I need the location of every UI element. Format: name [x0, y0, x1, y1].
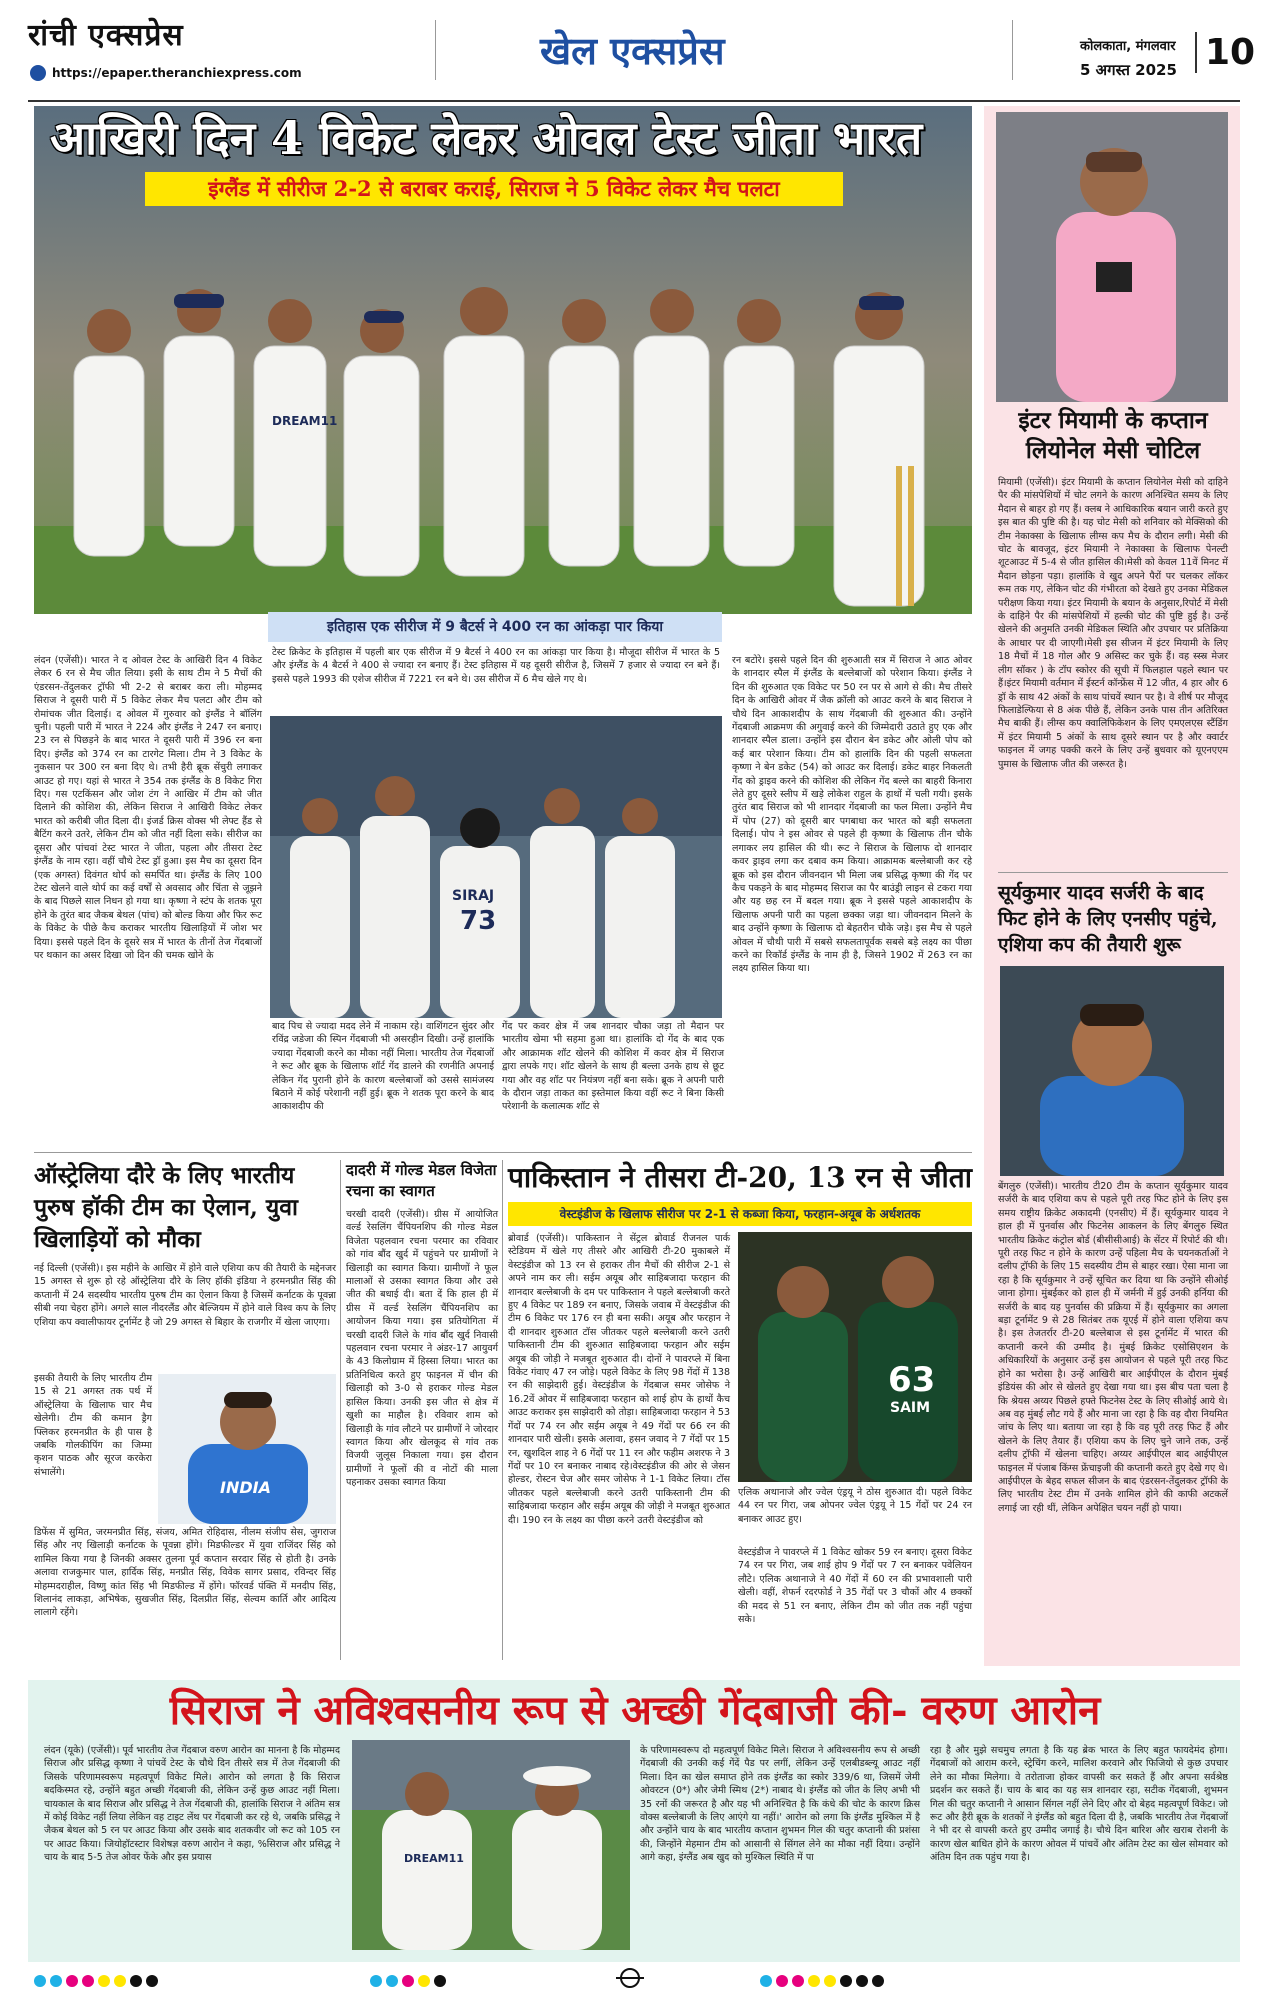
registration-mark-icon-cross — [616, 1977, 644, 1979]
vertical-divider-2 — [502, 1160, 503, 1660]
footer-color-dots-mid — [370, 1972, 450, 1991]
hockey-jersey-text: INDIA — [220, 1478, 271, 1497]
dadri-headline: दादरी में गोल्ड मेडल विजेता रचना का स्वागत — [346, 1161, 497, 1200]
pakistan-subheadline: वेस्टइंडीज के खिलाफ सीरीज पर 2-1 से कब्जा किया, फरहान-अयूब के अर्धशतक — [508, 1202, 972, 1226]
lead-body-col3: गेंद पर कवर क्षेत्र में जब शानदार चौका जड़ा तो मैदान पर भारतीय खेमा भी सहमा हुआ था। हालांकि दो गेंद के बाद एक और आक्रामक शॉट खेलने की कोशिश में कवर क्षेत्र में सिराज द्वारा लपके गए। शॉट खेलने के साथ ही बल्ला उनके हाथ से छूट गया और वह शॉट पर नियंत्रण नहीं बना सके। ब्रूक ने अपनी पारी के दौरान जड़ा ताकत का इस्तेमाल किया वहीं रूट ने बिना किसी परेशानी के कलात्मक शॉट से — [502, 1021, 724, 1113]
dadri-body: चरखी दादरी (एजेंसी)। ग्रीस में आयोजित वर्ल्ड रेसलिंग चैंपियनशिप की गोल्ड मेडल विजेता पहलवान रचना परमार का रविवार को गांव बौंद खुर्द में पहुंचने पर ग्रामीणों ने खिलाड़ी का स्वागत किया। ग्रामीणों ने फूल मालाओं से उसका स्वागत किया और उसे जीत की बधाई दी। बता दें कि हाल ही में ग्रीस में वर्ल्ड रेसलिंग चैंपियनशिप का आयोजन किया गया। इस प्रतियोगिता में चरखी दादरी जिले के गांव बौंद खुर्द निवासी पहलवान रचना परमार ने अंडर-17 आयुवर्ग के 43 किलोग्राम में हिस्सा लिया। भारत का प्रतिनिधित्व करते हुए फाइनल में चीन की खिलाड़ी को 3-0 से हराकर गोल्ड मेडल हासिल किया। उनकी इस जीत से क्षेत्र में खुशी का माहौल है। रविवार शाम को खिलाड़ी के गांव लौटने पर ग्रामीणों ने जोरदार स्वागत किया और खेलकूद से गांव तक विजयी जुलूस निकाला गया। इस दौरान ग्रामीणों ने फूलों की व नोटों की माला पहनाकर उसका स्वागत किया — [346, 1209, 498, 1489]
lead-headline: आखिरी दिन 4 विकेट लेकर ओवल टेस्ट जीता भारत — [50, 111, 923, 165]
aaron-headline: सिराज ने अविश्वसनीय रूप से अच्छी गेंदबाजी की- वरुण आरोन — [169, 1687, 1101, 1734]
aaron-body-col1: लंदन (यूके) (एजेंसी)। पूर्व भारतीय तेज गेंदबाज वरुण आरोन का मानना है कि मोहम्मद सिराज और प्रसिद्ध कृष्णा ने पांचवें टेस्ट के चौथे दिन तीसरे सत्र में तेज गेंदबाजी की जिसके परिणामस्वरूप महत्वपूर्ण विकेट मिले। आरोन को लगता है कि सिराज बदकिस्मत रहे, उन्होंने बहुत अच्छी गेंदबाजी की, लेकिन उन्हें कुछ आउट नहीं मिला। चायकाल के बाद सिराज और प्रसिद्ध ने तेज गेंदबाजी की, हालांकि सिराज ने अंतिम सत्र में कोई विकेट नहीं लिया लेकिन वह टाइट लेंथ पर गेंदबाजी कर रहे थे, जबकि प्रसिद्ध ने जैकब बेथल को 5 रन पर आउट किया और उसके बाद शतकवीर जो रूट को 105 रन पर आउट किया। जियोहॉटस्टार विशेषज्ञ वरुण आरोन ने कहा, %सिराज और प्रसिद्ध ने चाय के बाद 5-5 तेज ओवर फेंके और इस प्रयास — [44, 1745, 340, 1864]
city-day: कोलकाता, मंगलवार — [1080, 39, 1176, 54]
paper-name: रांची एक्सप्रेस — [28, 18, 184, 53]
surya-headline: सूर्यकुमार यादव सर्जरी के बाद फिट होने के लिए एनसीए पहुंचे, एशिया कप की तैयारी शुरू — [998, 882, 1218, 956]
footer-color-dots-left — [34, 1972, 162, 1991]
top-border — [28, 100, 1240, 102]
lead-body-col2: बाद पिच से ज्यादा मदद लेने में नाकाम रहे। वाशिंगटन सुंदर और रविंद्र जडेजा की स्पिन गेंदबाजी भी असरहीन दिखी। उन्हें हालांकि ज्यादा गेंदबाजी करने का मौका नहीं मिला। भारतीय तेज गेंदबाजों ने रूट और ब्रूक के खिलाफ शॉर्ट गेंद डालने की रणनीति अपनाई लेकिन गेंद पुरानी होने के कारण बल्लेबाजों को उससे सामंजस्य बिठाने में कोई परेशानी नहीं हुई। ब्रूक ने शतक पूरा करने के बाद आकाशदीप की — [272, 1021, 494, 1113]
aaron-body-col3: रहा है और मुझे सचमुच लगता है कि यह ब्रेक भारत के लिए बहुत फायदेमंद होगा। गेंदबाजों को आराम करने, स्ट्रेचिंग करने, मालिश करवाने और फिजियो से कुछ उपचार लेने का मौका मिलेगा। वे तरोताजा होकर वापसी कर सकते हैं और अपना सर्वश्रेष्ठ प्रदर्शन कर सकते हैं। चाय के बाद का यह सत्र शानदार रहा, सटीक गेंदबाजी, शुभमन गिल की चतुर कप्तानी ने आसान सिंगल नहीं लेने दिए और दो बेहद महत्वपूर्ण विकेट। जो रूट और हैरी ब्रूक के शतकों ने इंग्लैंड को बहुत दिला दी है, जबकि भारतीय तेज गेंदबाजों ने भी दर से वापसी करते हुए उम्मीद जगाई है। चौथे दिन बारिश और खराब रोशनी के कारण खेल बाधित होने के कारण ओवल में पांचवें और अंतिम टेस्ट का खेल सोमवार को अंतिम दिन तक पहुंच गया है। — [930, 1745, 1228, 1864]
jersey-name-siraj: SIRAJ — [452, 888, 495, 904]
hockey-body-bottom: डिफेंस में सुमित, जरमनप्रीत सिंह, संजय, अमित रोहिदास, नीलम संजीप सेस, जुगराज सिंह और नए खिलाड़ी कर्नाटक के पूवन्ना होंगे। मिडफील्डर में युवा राजिंदर सिंह को शामिल किया गया है जिनकी अक्सर तुलना पूर्व कप्तान सरदार सिंह से होती है। उनके अलावा राजकुमार पाल, हार्दिक सिंह, मनप्रीत सिंह, विवेक सागर प्रसाद, रविन्दर सिंह मोहम्मदराहील, विष्णु कांत सिंह भी मिडफील्ड में होंगे। फॉरवर्ड पंक्ति में मनदीप सिंह, शिलानंद लाकड़ा, अभिषेक, सुखजीत सिंह, दिलप्रीत सिंह, सेल्वम कार्ति और आदित्य लालागे रहेंगे। — [34, 1527, 336, 1619]
issue-date: 5 अगस्त 2025 — [1080, 61, 1177, 79]
hockey-body-top: नई दिल्ली (एजेंसी)। इस महीने के आखिर में होने वाले एशिया कप की तैयारी के मद्देनजर 15 अगस्त से शुरू हो रहे ऑस्ट्रेलिया दौरे के लिए हॉकी इंडिया ने हरमनप्रीत सिंह की कप्तानी में 24 सदस्यीय भारतीय पुरुष टीम का ऐलान किया है जिसमें कर्नाटक के पूवन्ना सीबी नया चेहरा होंगे। अगले साल नीदरलैंड और बेल्जियम में होने वाले विश्व कप के लिए एशिया कप क्वालीफायर टूर्नामेंट है जो 29 अगस्त से बिहार के राजगीर में खेला जाएगा। — [34, 1263, 336, 1328]
surya-photo — [1000, 966, 1224, 1176]
pakistan-photo-caption: एलिक अथानाजे और ज्वेल एंड्रयू ने ठोस शुरुआत दी। पहले विकेट 44 रन पर गिरा, जब ओपनर ज्वेल एंड्रयू ने 15 गेंदों पर 24 रन बनाकर आउट हुए। — [738, 1487, 972, 1525]
pakistan-photo — [738, 1232, 972, 1482]
masthead — [0, 0, 1268, 98]
vertical-divider-1 — [340, 1160, 341, 1660]
middle-row-divider — [34, 1152, 972, 1153]
lead-photo-2 — [270, 716, 722, 1018]
messi-body: मियामी (एजेंसी)। इंटर मियामी के कप्तान लियोनेल मेसी को दाहिने पैर की मांसपेशियों में चोट लगने के कारण अनिश्चित समय के लिए मैदान से बाहर हो गए हैं। क्लब ने आधिकारिक बयान जारी करते हुए इस बात की पुष्टि की है। यह चोट मेसी को शनिवार को मेक्सिको की टीम नेकाक्सा के खिलाफ लीग्स कप मैच के दौरान लगी। मेसी की चोट के बावजूद, इंटर मियामी ने नेकाक्सा के खिलाफ पेनल्टी शूटआउट में 5-4 से जीत हासिल की।मेसी को केवल 11वें मिनट में मैदान छोड़ना पड़ा। हालांकि वे खुद अपने पैरों पर चलकर लॉकर रूम तक गए, लेकिन चोट की गंभीरता को देखते हुए उनका मेडिकल परीक्षण किया गया। इंटर मियामी के बयान के अनुसार,रिपोर्ट में मेसी के दाहिने पैर की मांसपेशियों में हल्की चोट की पुष्टि हुई है। उन्हें खेलने की अनुमति उनकी मेडिकल स्थिति और उपचार पर प्रतिक्रिया के आधार पर दी जाएगी।मेसी इस सीजन में इंटर मियामी के लिए 18 मैचों में 18 गोल और 9 असिस्ट कर चुके हैं। वह स्स्स्र मेजर लीग सॉकर ) के टॉप स्कोरर की सूची में फिलहाल पहले स्थान पर हैं।इंटर मियामी वर्तमान में ईस्टर्न कॉन्फ्रेंस में 12 जीत, 4 हार और 6 ड्रॉ के साथ 42 अंकों के साथ पांचवें स्थान पर है। वे शीर्ष पर मौजूद फिलाडेल्फिया से 8 अंक पीछे हैं, लेकिन उनके पास तीन अतिरिक्त मैच बाकी हैं। लीग्स कप क्वालिफिकेशन के लिए एमएलएस स्टैंडिंग में इंटर मियामी 5 अंकों के साथ दूसरे स्थान पर है और क्वार्टर फाइनल में जगह पक्की करने के लिए उन्हें बुधवार को यूएनएएम पुमास के खिलाफ जीत की जरूरत है। — [998, 477, 1228, 770]
aaron-photo-jersey: DREAM11 — [404, 1852, 464, 1865]
aaron-photo — [352, 1740, 630, 1950]
lead-photo-caption: इतिहास एक सीरीज में 9 बैटर्स ने 400 रन का आंकड़ा पार किया — [268, 612, 722, 642]
jersey-logo: DREAM11 — [272, 414, 338, 428]
aaron-body-col1-cont — [44, 1840, 340, 1950]
masthead-divider-left — [435, 20, 436, 80]
lead-body-col1: लंदन (एजेंसी)। भारत ने द ओवल टेस्ट के आखिरी दिन 4 विकेट लेकर 6 रन से मैच जीत लिया। इसी के साथ टीम ने 5 मैचों की एंडरसन-तेंदुलकर ट्रॉफी भी 2-2 से बराबर करा ली। मोहम्मद सिराज ने दूसरी पारी में 5 विकेट लेकर मैच पलटा और टीम को रोमांचक जीत दिलाई। द ओवल में गुरुवार को इंग्लैंड ने बॉलिंग चुनी। पहली पारी में भारत ने 224 और इंग्लैंड ने 247 रन बनाए। 23 रन से पिछड़ने के बाद भारत ने दूसरी पारी में 396 रन बना दिए। इंग्लैंड को 374 रन का टारगेट मिला। टीम ने 3 विकेट के नुकसान पर 300 रन बना दिए थे। तभी हैरी ब्रूक सेंचुरी लगाकर आउट हो गए। यहां से भारत ने 354 तक इंग्लैंड के 8 विकेट गिरा दिए। गस एटकिंसन और जोश टंग ने आखिर में टीम को जीत दिलाने की कोशिश की, लेकिन सिराज ने आखिरी विकेट लेकर भारत को करीबी जीत दिला दी। इंजर्ड क्रिस वोक्स भी लेफ्ट हैंड से बैटिंग करने उतरे, लेकिन टीम को जीत नहीं दिला सके। सीरीज का दूसरा और पांचवां टेस्ट भारत ने जीता, पहला और तीसरा टेस्ट इंग्लैंड के नाम रहा। वहीं चौथे टेस्ट ड्रॉ हुआ। इस मैच का दूसरा दिन (एक अगस्त) दिवंगत थोर्प को समर्पित था। इंग्लैंड के लिए 100 टेस्ट खेलने वाले थोर्प का कई वर्षों से अवसाद और चिंता से जूझने के बाद पिछले साल निधन हो गया था। कृष्णा ने स्टंप के शतक पूरा होने के तुरंत बाद जैकब बेथल (पांच) को बोल्ड किया और फिर रूट के विकेट के पीछे कैच कराकर भारतीय खिलाड़ियों में जोश भर दिया। इससे पहले दिन के दूसरे सत्र में भारत के तीनों तेज गेंदबाजों पर थकान का असर दिखा जो दिन की चमक खोने के — [34, 655, 262, 961]
pakistan-body-left: ब्रोवार्ड (एजेंसी)। पाकिस्तान ने सेंट्रल ब्रोवार्ड रीजनल पार्क स्टेडियम में खेले गए तीसरे और आखिरी टी-20 मुकाबले में वेस्टइंडीज को 13 रन से हराकर तीन मैचों की सीरीज 2-1 से अपने नाम कर ली। सईम अयूब और साहिबजादा फरहान की शानदार बल्लेबाजी के दम पर पाकिस्तान ने पहले बल्लेबाजी करते हुए 4 विकेट पर 189 रन बनाए, जिसके जवाब में वेस्टइंडीज की टीम 6 विकेट पर 176 रन ही बना सकी। अयूब और फरहान ने दी शानदार शुरुआत टॉस जीतकर पहले बल्लेबाजी करने उतरी पाकिस्तानी टीम की शुरुआत साहिबजादा फरहान और सईम अयूब की जोड़ी ने मजबूत शुरुआत दी। दोनों ने पावरप्ले में बिना विकेट गंवाए 47 रन जोड़े। पहले विकेट के लिए 98 गेंदों में 138 रन की साझेदारी हुई। वेस्टइंडीज के गेंदबाज समर जोसेफ ने 16.2वें ओवर में साहिबजादा फरहान को शाई होप के हाथों कैच आउट कराकर इस साझेदारी को तोड़ा। साहिबजादा फरहान ने 53 गेंदों पर 74 रन और सईम अयूब ने 49 गेंदों पर 66 रन की शानदार पारी खेली। इसके अलावा, हसन जवाद ने 7 गेंदों पर 15 रन, खुशदिल शाह ने 6 गेंदों पर 11 रन और फहीम अशरफ ने 3 गेंदों पर 10 रन बनाकर नाबाद रहे।वेस्टइंडीज की ओर से जेसन होल्डर, रोस्टन चेज और समर जोसेफ ने 1-1 विकेट लिया। टॉस जीतकर पहले बल्लेबाजी करने उतरी पाकिस्तानी टीम की साहिबजादा फरहान और सईम अयूब की जोड़ी ने मजबूत शुरुआत दी। 190 रन के लक्ष्य का पीछा करने उतरी वेस्टइंडीज को — [508, 1233, 730, 1526]
lead-subheadline: इंग्लैंड में सीरीज 2-2 से बराबर कराई, सिराज ने 5 विकेट लेकर मैच पलटा — [145, 172, 843, 206]
messi-headline: इंटर मियामी के कप्तान लियोनेल मेसी चोटिल — [1018, 407, 1208, 464]
hockey-photo — [158, 1374, 336, 1524]
hockey-headline: ऑस्ट्रेलिया दौरे के लिए भारतीय पुरुष हॉकी टीम का ऐलान, युवा खिलाड़ियों को मौका — [34, 1162, 298, 1253]
epaper-url[interactable]: https://epaper.theranchiexpress.com — [52, 66, 302, 80]
jersey-name-saim: SAIM — [890, 1400, 931, 1416]
lead-body-col4: रन बटोरे। इससे पहले दिन की शुरुआती सत्र में सिराज ने आठ ओवर के शानदार स्पैल में इंग्लैंड के बल्लेबाजों को परेशान किया। इंग्लैंड ने दिन की शुरुआत एक विकेट पर 50 रन पर से आगे से की। मैच तीसरे दिन के आखिरी ओवर में जैक क्रॉली को आउट करने के बाद सिराज ने चौथे दिन आकाशदीप के साथ गेंदबाजी की शुरुआत की। उन्होंने गेंदबाजी आक्रमण की अगुवाई करने की जिम्मेदारी उठाते हुए एक और शानदार स्पैल डाला। उन्होंने इस दौरान बेन डकेट और ओली पोप को कई बार परेशान किया। टीम को हालांकि दिन की पहली सफलता कृष्णा ने बेन डकेट (54) को आउट कर दिलाई। डकेट बाहर निकलती गेंद को ड्राइव करने की कोशिश की लेकिन गेंद बल्ले का बाहरी किनारा लेते हुए दूसरे स्लीप में खड़े लोकेश राहुल के हाथों में चली गयी। इसके तुरंत बाद सिराज को भी शानदार गेंदबाजी का फल मिला। उन्होंने मैच में पोप (27) को दूसरी बार पगबाधा कर भारत को बड़ी सफलता दिलाई। पोप ने इस ओवर से पहले ही कृष्णा के खिलाफ तीन चौके लगाकर लय हासिल की थी। रूट ने सिराज के खिलाफ दो शानदार कवर ड्राइव लगा कर दबाव कम किया। आक्रामक बल्लेबाजी कर रहे ब्रूक को इस दौरान जीवनदान भी मिला जब प्रसिद्ध कृष्णा की गेंद पर कैच पकड़ने के बाद मोहम्मद सिराज का पैर बाउंड्री लाइन से टकरा गया और यह छह रन में बदल गया। ब्रूक ने इससे पहले आकाशदीप के खिलाफ अपनी पारी का पहला छक्का जड़ा था। जीवनदान मिलने के बाद उन्होंने कृष्णा के खिलाफ दो बेहतरीन चौके जड़े। इस मैच से पहले ओवल में चौथी पारी में सबसे सफलतापूर्वक सबसे बड़े लक्ष्य का पीछा करने का रिकॉर्ड इंग्लैंड के नाम ही है, जिसने 1902 में 263 रन का लक्ष्य हासिल किया था। — [732, 655, 972, 975]
page-number: 10 — [1195, 32, 1255, 73]
aaron-body-col2: के परिणामस्वरूप दो महत्वपूर्ण विकेट मिले। सिराज ने अविश्वसनीय रूप से अच्छी गेंदबाजी की उनकी कई गेंदें पैड पर लगीं, लेकिन उन्हें एलबीडब्ल्यू आउट नहीं मिला। दिन का खेल समाप्त होने तक इंग्लैंड का स्कोर 339/6 था, जिसमें जेमी ओवरटन (0*) और जेमी स्मिथ (2*) नाबाद थे। इंग्लैंड को जीत के लिए अभी भी 35 रनों की जरूरत है और यह भी अनिश्चित है कि कंधे की चोट के कारण क्रिस वोक्स बल्लेबाजी के लिए आएंगे या नहीं।' आरोन को लगा कि इंग्लैंड मुश्किल में है और उन्होंने चाय के बाद भारतीय कप्तान शुभमन गिल की चतुर कप्तानी की प्रशंसा की, जिन्होंने मेहमान टीम को आसानी से सिंगल लेने का मौका नहीं दिया। उन्होंने आगे कहा, इंग्लैंड अब खुद को मुश्किल स्थिति में पा — [640, 1745, 920, 1864]
footer-color-dots-right — [760, 1972, 888, 1991]
globe-icon — [30, 65, 46, 81]
pakistan-headline: पाकिस्तान ने तीसरा टी-20, 13 रन से जीता — [508, 1161, 973, 1194]
pakistan-body-right: वेस्टइंडीज ने पावरप्ले में 1 विकेट खोकर 59 रन बनाए। दूसरा विकेट 74 रन पर गिरा, जब शाई होप 9 गेंदों पर 7 रन बनाकर पवेलियन लौटे। एलिक अथानाजे ने 40 गेंदों में 60 रन की प्रभावशाली पारी खेली। वहीं, शेफर्न रदरफोर्ड ने 35 गेंदों पर 3 चौकों और 4 छक्कों की मदद से 51 रन बनाए, लेकिन टीम को जीत तक नहीं पहुंचा सके। — [738, 1547, 972, 1626]
right-divider — [998, 872, 1228, 873]
surya-body: बेंगलुरु (एजेंसी)। भारतीय टी20 टीम के कप्तान सूर्यकुमार यादव सर्जरी के बाद एशिया कप से पहले पूरी तरह फिट होने के लिए इस समय राष्ट्रीय क्रिकेट अकादमी (एनसीए) में हैं। सूर्यकुमार यादव ने हाल ही में पुनर्वास और फिटनेस आकलन के लिए बेंगलुरु स्थित भारतीय क्रिकेट कंट्रोल बोर्ड (बीसीसीआई) के सेंटर में रिपोर्ट की थी। पूरी तरह फिट न होने के कारण उन्हें पहिला मैच के चयनकर्ताओं ने दलीप ट्रॉफी के लिए 15 सदस्यीय टीम से बाहर रखा। ऐसा माना जा रहा है कि सूर्यकुमार ने उन्हें सूचित कर दिया था कि उन्होंने सीओई जाना होगा। मुंबईकर को हाल ही में जर्मनी में हुई उनकी हर्निया की सर्जरी के बाद यह पुनर्वास की प्रक्रिया में हैं। सूर्यकुमार का अगला बड़ा टूर्नामेंट 9 से 28 सितंबर तक यूएई में होने वाला एशिया कप है। इस तेजतर्रार टी-20 बल्लेबाज से इस टूर्नामेंट में भारत की कप्तानी करने की उम्मीद है। मुंबई क्रिकेट एसोसिएशन के अधिकारियों के अनुसार उन्हें इस आयोजन से पहले पूरी तरह फिट होने का भरोसा है। उन्हें आखिरी बार आईपीएल के दौरान मुंबई इंडियंस की ओर से खेलते हुए देखा गया था। इस बीच पता चला है कि श्रेयस अय्यर पिछले हफ्ते फिटनेस टेस्ट के लिए सीओई आये थे। अब वह मुंबई लौट गये हैं और माना जा रहा है कि वह दौरा नियमित जांच के लिए था। बताया जा रहा है कि वह पूरी तरह फिट हैं और खेलने के लिए तैयार हैं। एशिया कप के लिए चुने जाने तक, उन्हें दलीप ट्रॉफी में खेलना चाहिए। अय्यर आईपीएल बाद आईपीएल फाइनल में पंजाब किंग्स फ्रेंचाइजी की कप्तानी करते हुए देखे गए थे। आईपीएल के बेहद सफल सीजन के बाद एंडरसन-तेंदुलकर ट्रॉफी के लिए भारतीय टेस्ट टीम में उनके शामिल होने की काफी अटकलें लगाई जा रही थीं, लेकिन अपेक्षित चयन नहीं हो पाया। — [998, 1181, 1228, 1514]
jersey-number-saim: 63 — [888, 1360, 936, 1400]
jersey-number-siraj: 73 — [460, 906, 497, 936]
section-title: खेल एक्सप्रेस — [540, 28, 725, 73]
masthead-divider-right — [1012, 20, 1013, 80]
hockey-body-left: इसकी तैयारी के लिए भारतीय टीम 15 से 21 अगस्त तक पर्थ में ऑस्ट्रेलिया के खिलाफ चार मैच खेलेगी। टीम की कमान ड्रैग फ्लिकर हरमनप्रीत के ही पास है जबकि गोलकीपिंग का जिम्मा कृशन पाठक और सूरज करकेरा संभालेंगे। — [34, 1373, 152, 1478]
lead-sidebar-text: टेस्ट क्रिकेट के इतिहास में पहली बार एक सीरीज में 9 बैटर्स ने 400 रन का आंकड़ा पार किया है। मौजूदा सीरीज में भारत के 5 और इंग्लैंड के 4 बैटर्स ने 400 से ज्यादा रन बनाए हैं। टेस्ट इतिहास में यह दूसरी सीरीज है, जिसमें 7 हजार से ज्यादा रन बने हैं। इससे पहले 1993 की एशेज सीरीज में 7221 रन बने थे। उस सीरीज में 6 मैच खेले गए थे। — [272, 647, 720, 685]
messi-photo — [996, 112, 1228, 402]
